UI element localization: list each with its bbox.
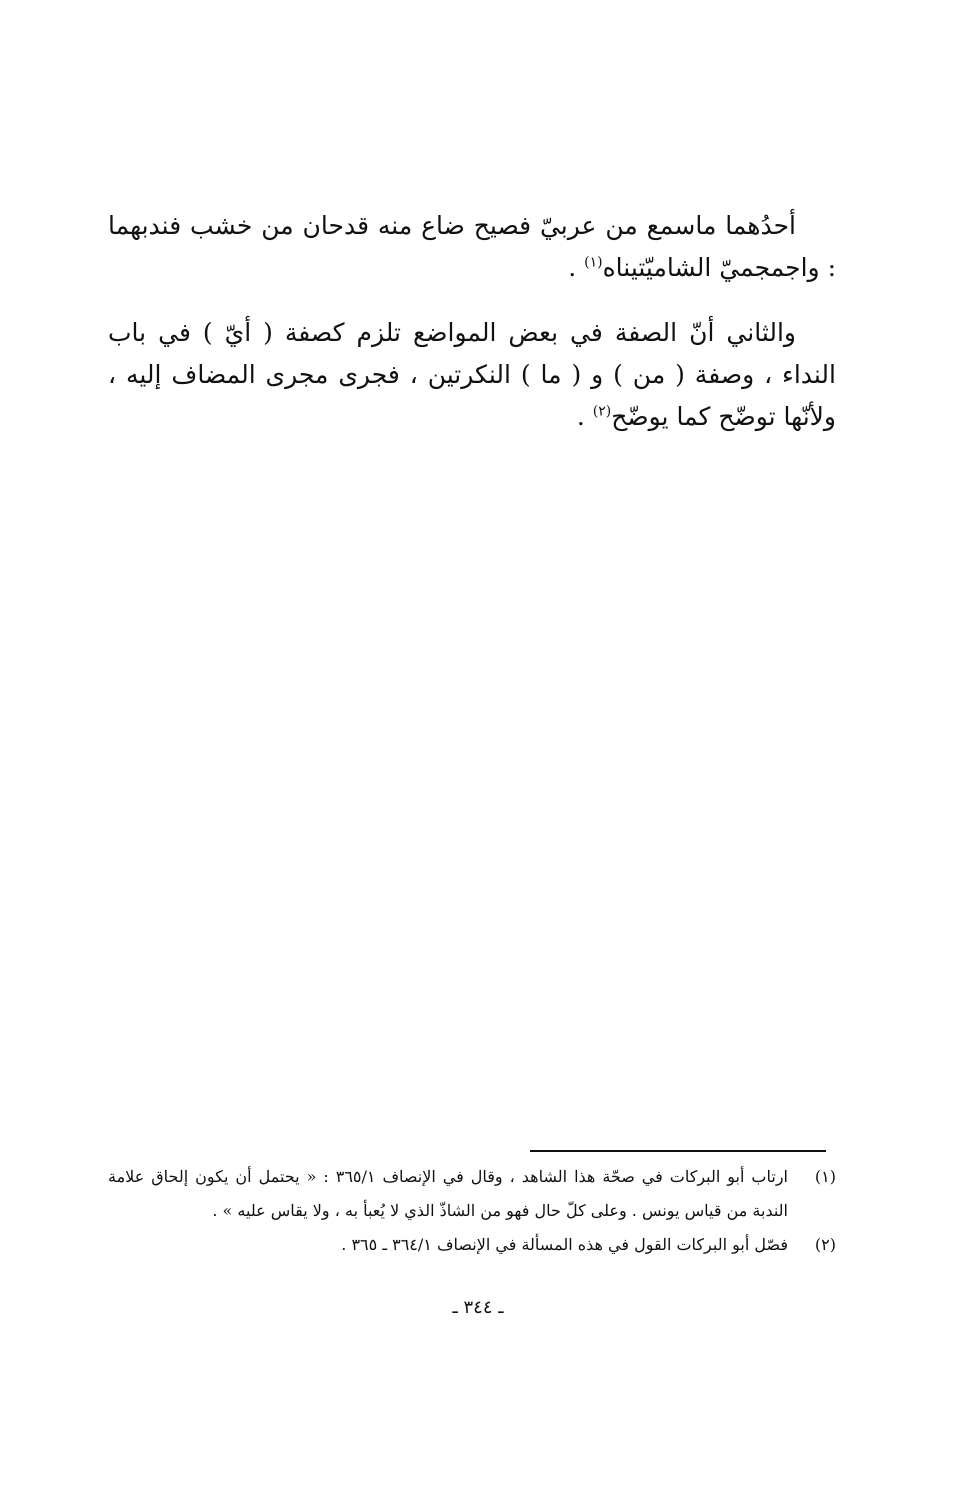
paragraph-1-tail: . [568,253,585,282]
footnote-separator [530,1150,826,1152]
footnote-ref-1[interactable]: (١) [584,254,603,271]
paragraph-2-text: والثاني أنّ الصفة في بعض المواضع تلزم كصفة ( أيّ ) في باب النداء ، وصفة ( من ) و ( ما ) النكرتين ، فجرى مجرى المضاف إليه ، ولأنّها توضّح كما يوضّح [108,318,836,431]
footnote-ref-2[interactable]: (٢) [592,403,612,420]
footnotes-section [108,1160,836,1262]
footnote-2-text: فصّل أبو البركات القول في هذه المسألة في الإنصاف ٣٦٤/١ ـ ٣٦٥ . [341,1235,788,1254]
paragraph-1-text: أحدُهما ماسمع من عربيّ فصيح ضاع منه قدحان من خشب فندبهما : واجمجميّ الشاميّتيناه [108,211,836,282]
footnote-2-number: (٢) [814,1235,836,1254]
footnote-1-number: (١) [814,1167,836,1186]
footnote-1 [108,1160,836,1228]
paragraph-1 [108,205,836,289]
paragraph-2-tail: . [576,402,593,431]
footnote-2 [108,1228,836,1262]
page-number: ـ ٣٤٤ ـ [452,1297,504,1318]
footnote-1-text: ارتاب أبو البركات في صحّة هذا الشاهد ، وقال في الإنصاف ٣٦٥/١ : « يحتمل أن يكون إلحاق علامة الندبة من قياس يونس . وعلى كلّ حال فهو من الشاذّ الذي لا يُعبأ به ، ولا يقاس عليه » . [108,1167,788,1220]
paragraph-2 [108,312,836,438]
